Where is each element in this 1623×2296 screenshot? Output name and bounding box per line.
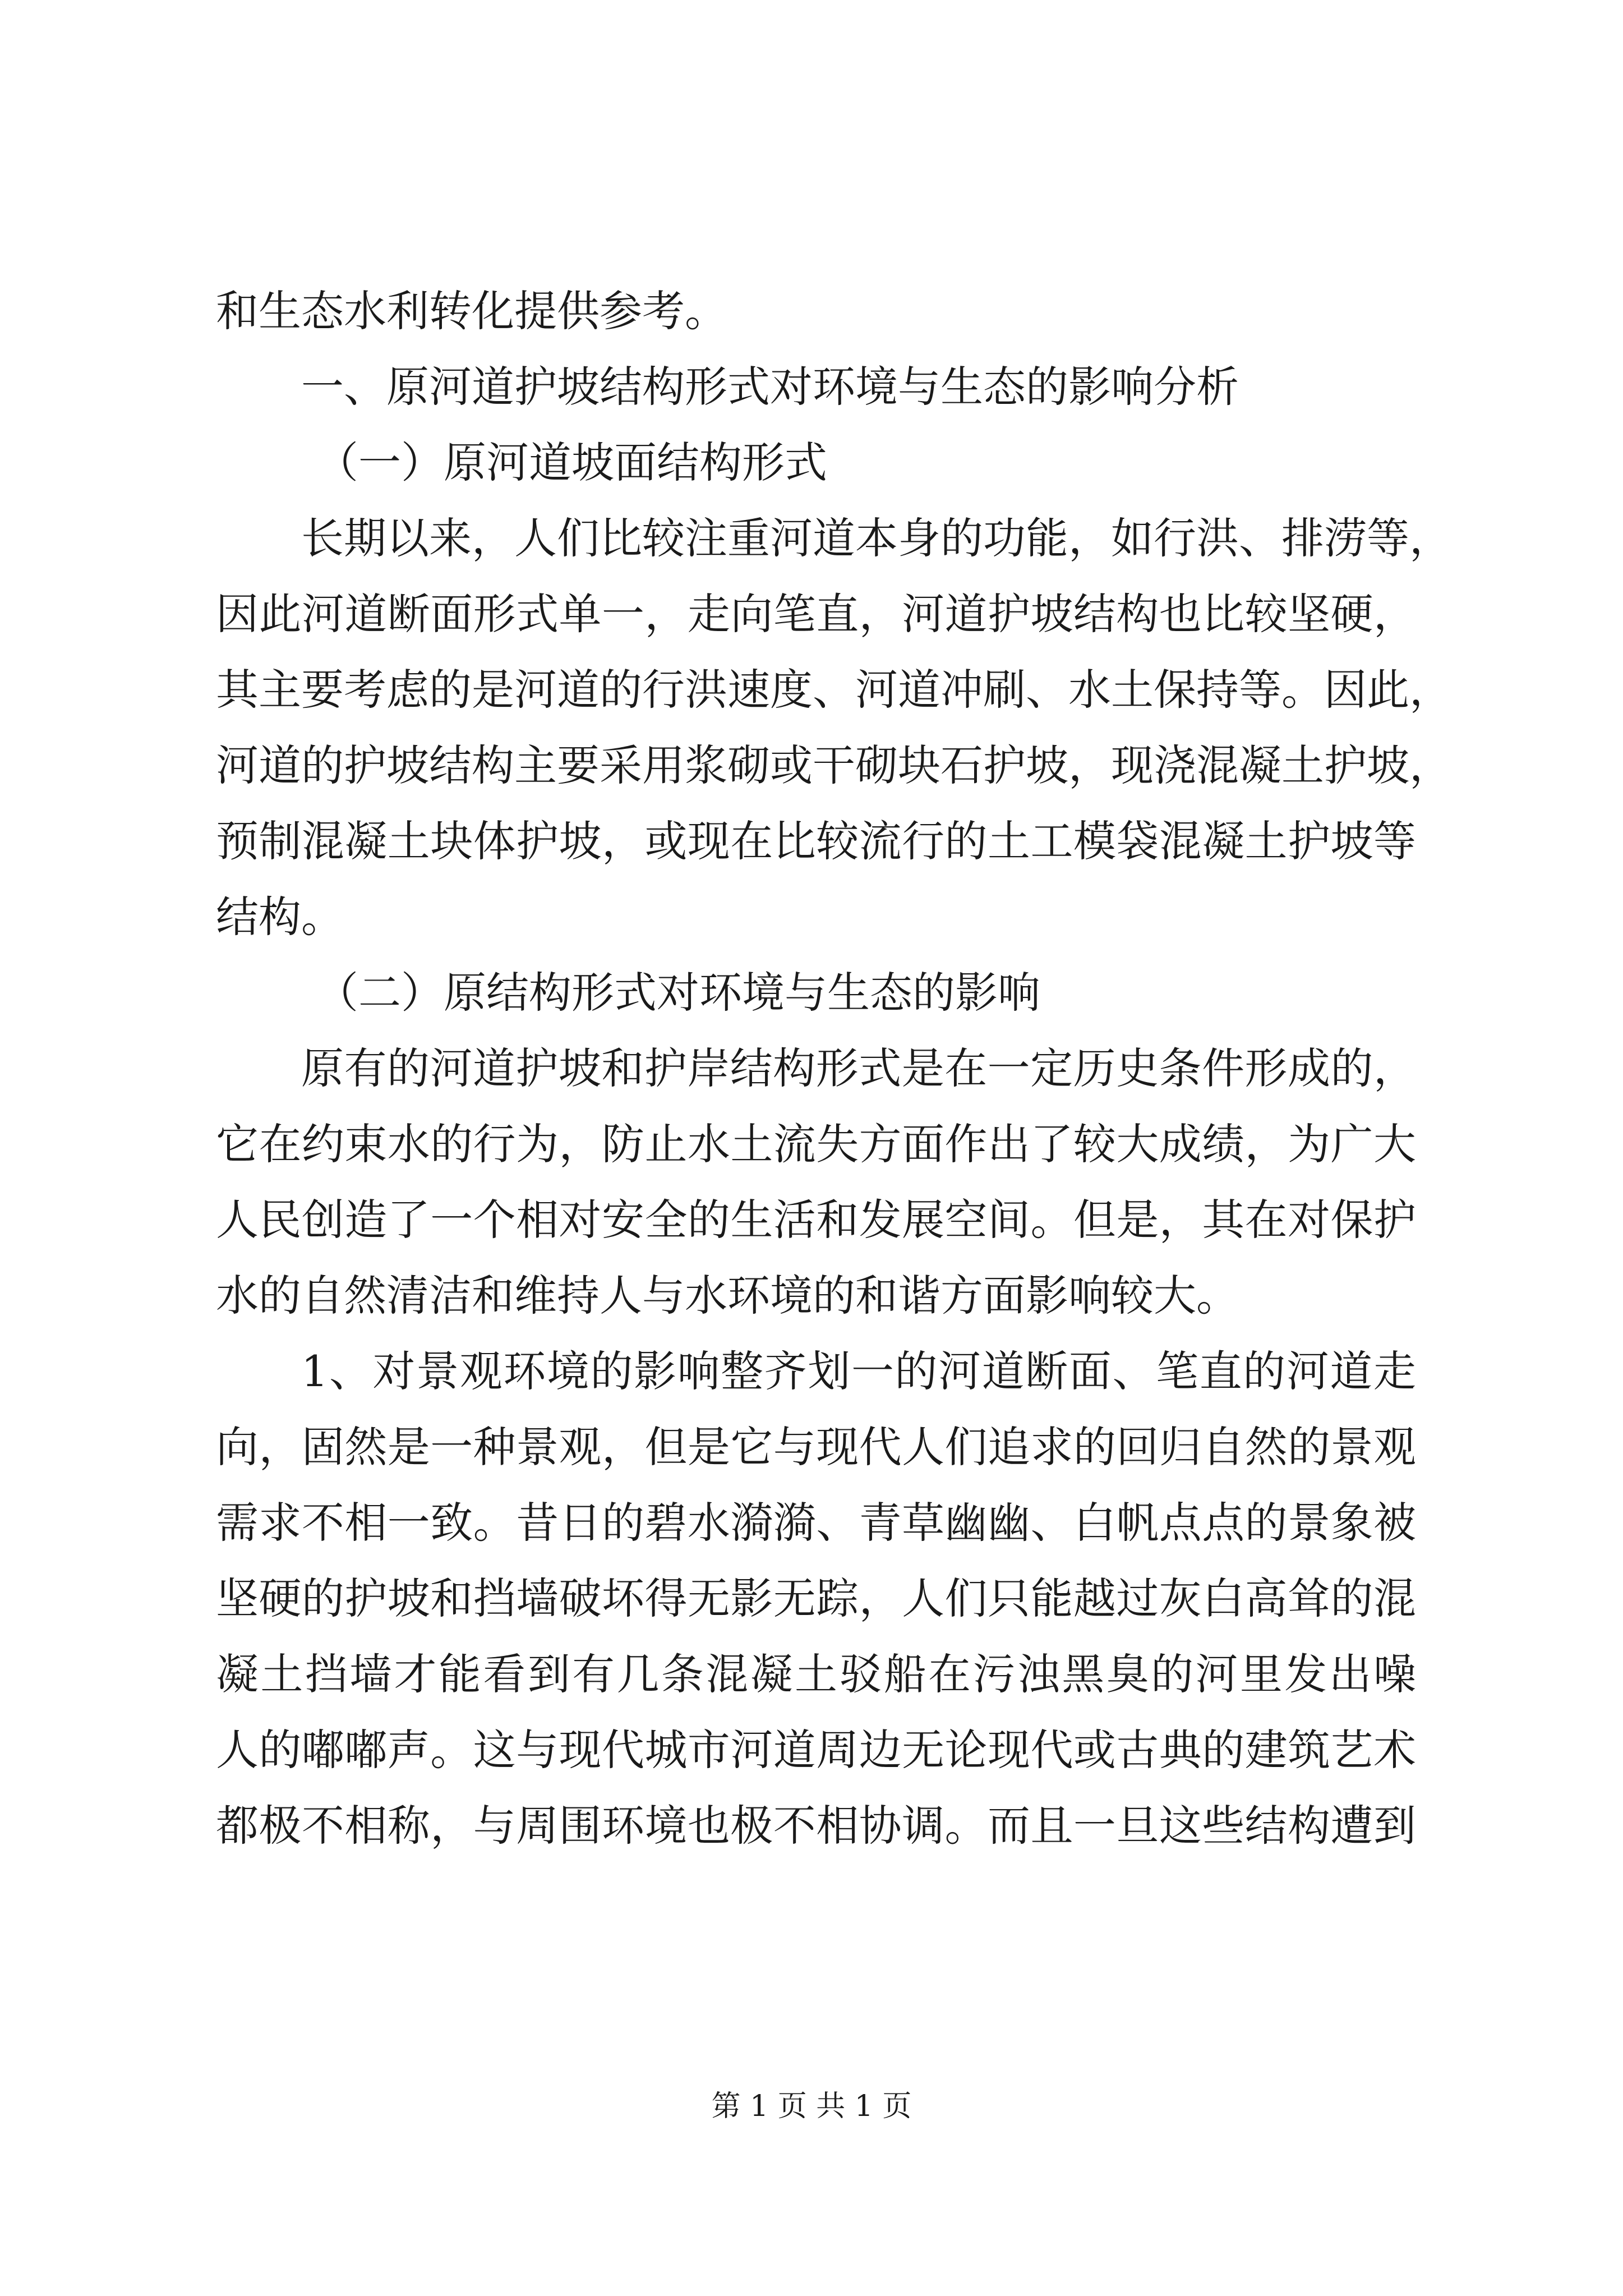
paragraph-line: 和生态水利转化提供参考。	[216, 286, 727, 336]
paragraph-line: 人民创造了一个相对安全的生活和发展空间。但是，其在对保护	[216, 1195, 1416, 1245]
paragraph-line: 向，固然是一种景观，但是它与现代人们追求的回归自然的景观	[216, 1422, 1416, 1472]
paragraph-line: 都极不相称，与周围环境也极不相协调。而且一旦这些结构遭到	[216, 1801, 1416, 1851]
paragraph-line: 结构。	[216, 892, 344, 942]
paragraph-line: 水的自然清洁和维持人与水环境的和谐方面影响较大。	[216, 1271, 1239, 1320]
paragraph-line: 凝土挡墙才能看到有几条混凝土驳船在污浊黑臭的河里发出噪	[216, 1649, 1416, 1699]
paragraph-line: 坚硬的护坡和挡墙破坏得无影无踪，人们只能越过灰白高耸的混	[216, 1573, 1416, 1623]
paragraph-line: 原有的河道护坡和护岸结构形式是在一定历史条件形成的，	[301, 1043, 1416, 1093]
paragraph-line: 长期以来，人们比较注重河道本身的功能，如行洪、排涝等，	[301, 513, 1452, 563]
paragraph-line: 因此河道断面形式单一，走向笔直，河道护坡结构也比较坚硬，	[216, 589, 1416, 639]
paragraph-line: 预制混凝土块体护坡，或现在比较流行的土工模袋混凝土护坡等	[216, 816, 1416, 866]
paragraph-line: 1、对景观环境的影响整齐划一的河道断面、笔直的河道走	[301, 1346, 1416, 1396]
paragraph-line: 需求不相一致。昔日的碧水漪漪、青草幽幽、白帆点点的景象被	[216, 1498, 1416, 1548]
page-number-footer: 第 1 页 共 1 页	[711, 2090, 912, 2123]
paragraph-line: 它在约束水的行为，防止水土流失方面作出了较大成绩，为广大	[216, 1119, 1416, 1169]
paragraph-line: 其主要考虑的是河道的行洪速度、河道冲刷、水土保持等。因此，	[216, 665, 1452, 715]
subsection-heading: （二）原结构形式对环境与生态的影响	[316, 968, 1040, 1018]
paragraph-line: 人的嘟嘟声。这与现代城市河道周边无论现代或古典的建筑艺术	[216, 1725, 1416, 1775]
document-body	[216, 273, 1452, 1864]
section-heading: 一、原河道护坡结构形式对环境与生态的影响分析	[301, 362, 1239, 412]
subsection-heading: （一）原河道坡面结构形式	[316, 438, 827, 487]
paragraph-line: 河道的护坡结构主要采用浆砌或干砌块石护坡，现浇混凝土护坡，	[216, 740, 1452, 790]
